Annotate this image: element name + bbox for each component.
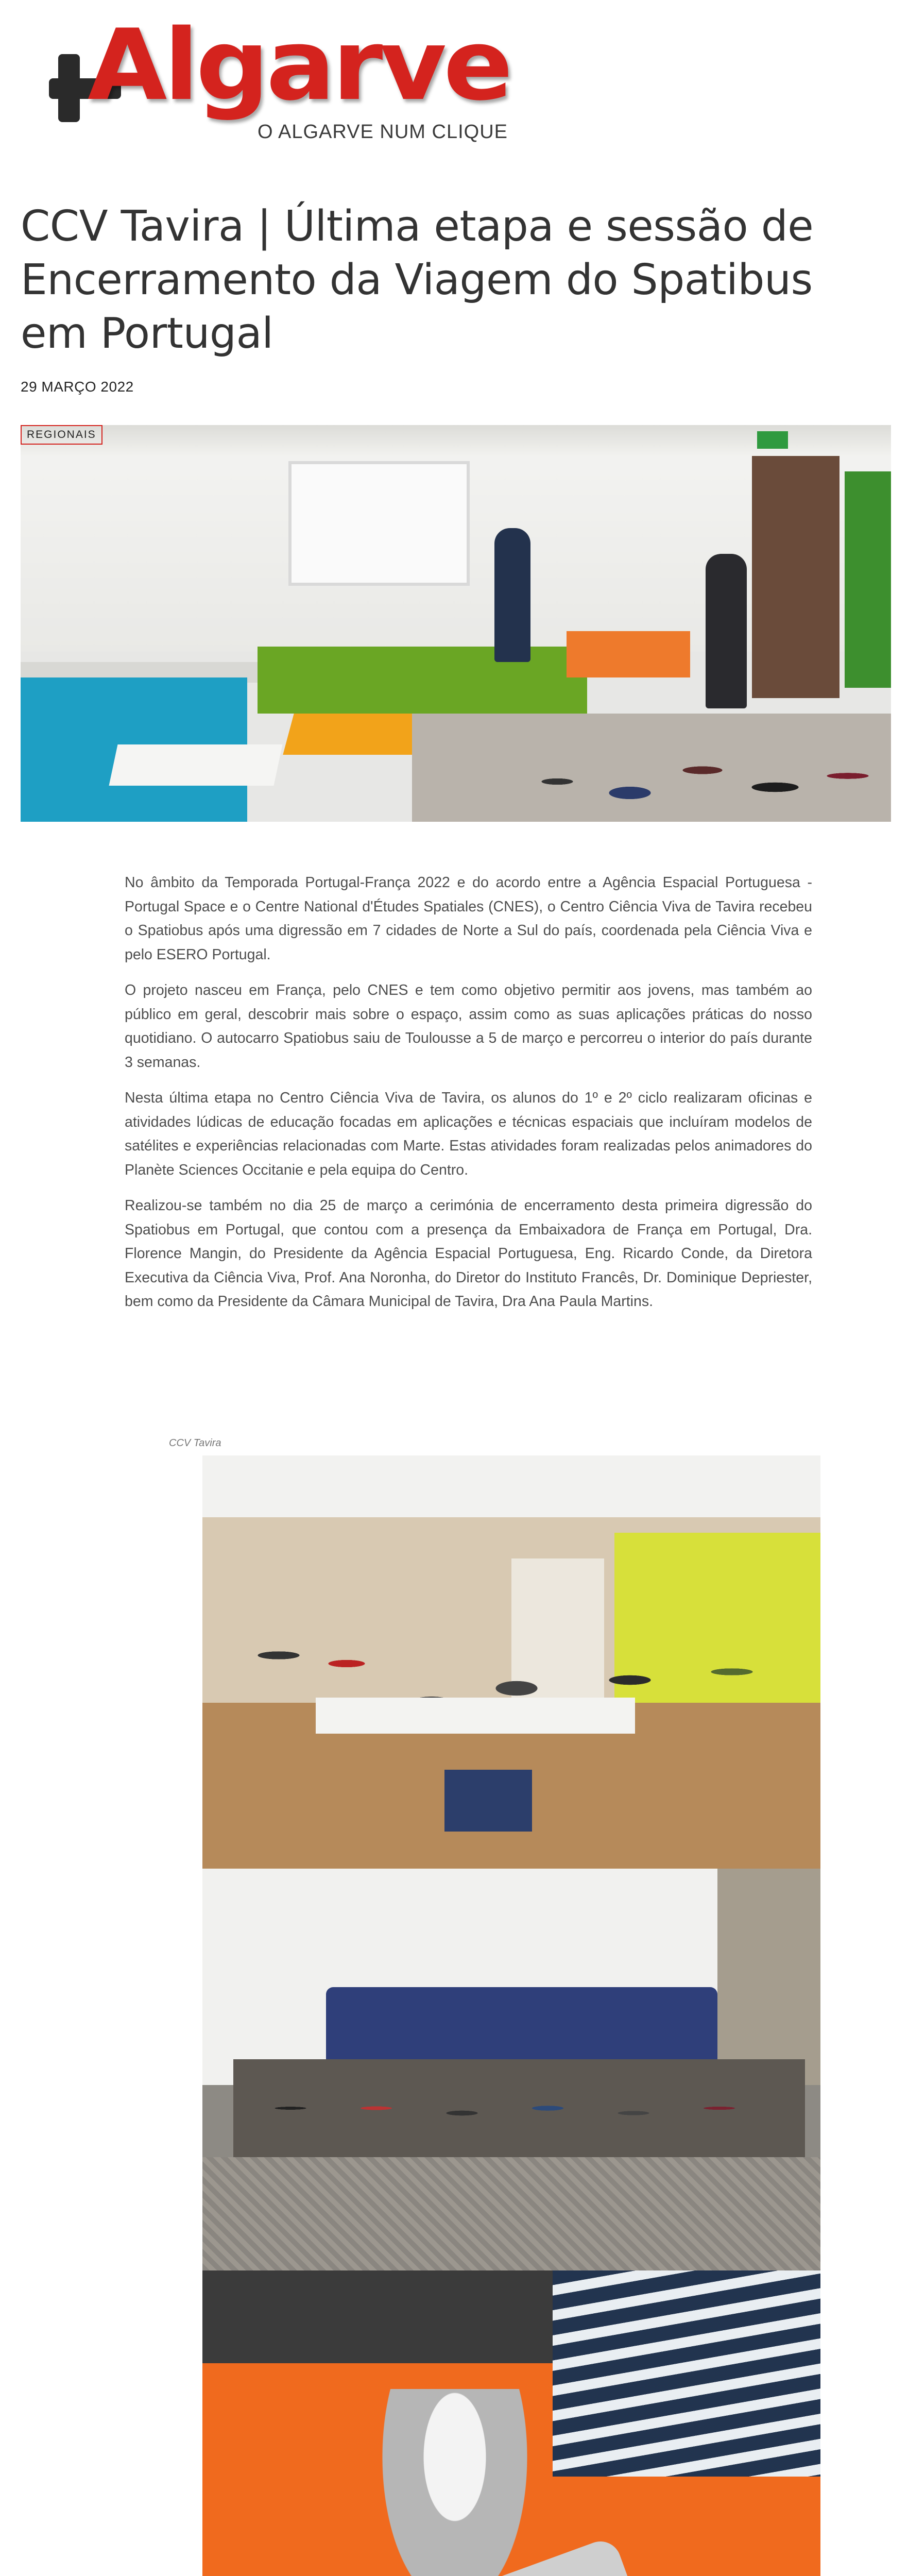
logo-tagline: O ALGARVE NUM CLIQUE (258, 121, 508, 143)
gallery-photo-group (202, 1869, 820, 2270)
article-date: 29 MARÇO 2022 (21, 379, 134, 395)
gallery-photo-classroom (202, 1455, 820, 1869)
photo-caption: CCV Tavira (169, 1437, 221, 1449)
paragraph: Nesta última etapa no Centro Ciência Viva de Tavira, os alunos do 1º e 2º ciclo realizaram oficinas e atividades lúdicas de educação focadas em aplicações e técnicas espaciais que incluíram modelos de satélites e experiências relacionadas com Marte. Estas atividades foram realizadas pelos animadores do Planète Sciences Occitanie e pela equipa do Centro. (125, 1090, 812, 1178)
article-body (125, 871, 812, 1326)
article-title: CCV Tavira | Última etapa e sessão de Encerramento da Viagem do Spatibus em Portugal (21, 202, 814, 358)
paragraph: No âmbito da Temporada Portugal-França 2022 e do acordo entre a Agência Espacial Portuguesa - Portugal Space e o Centre National d'Études Spatiales (CNES), o Centro Ciência Viva de Tavira recebeu o Spatiobus após uma digressão em 7 cidades de Norte a Sul do país, coordenada pela Ciência Viva e pelo ESERO Portugal. (125, 874, 812, 963)
site-logo[interactable] (49, 8, 530, 144)
logo-wordmark: Algarve (88, 8, 510, 122)
hero-photo (21, 425, 891, 822)
gallery-photo-experiments (202, 2270, 820, 2576)
paragraph: O projeto nasceu em França, pelo CNES e tem como objetivo permitir aos jovens, mas também ao público em geral, descobrir mais sobre o espaço, assim como as suas aplicações práticas do nosso quotidiano. O autocarro Spatiobus saiu de Toulousse a 5 de março e percorreu o interior do país durante 3 semanas. (125, 982, 812, 1071)
paragraph: Realizou-se também no dia 25 de março a cerimónia de encerramento desta primeira digressão do Spatiobus em Portugal, que contou com a presença da Embaixadora de França em Portugal, Dra. Florence Mangin, do Presidente da Agência Espacial Portuguesa, Eng. Ricardo Conde, da Diretora Executiva da Ciência Viva, Prof. Ana Noronha, do Diretor do Instituto Francês, Dr. Dominique Depriester, bem como da Presidente da Câmara Municipal de Tavira, Dra Ana Paula Martins. (125, 1197, 812, 1310)
category-badge[interactable]: REGIONAIS (21, 425, 102, 445)
